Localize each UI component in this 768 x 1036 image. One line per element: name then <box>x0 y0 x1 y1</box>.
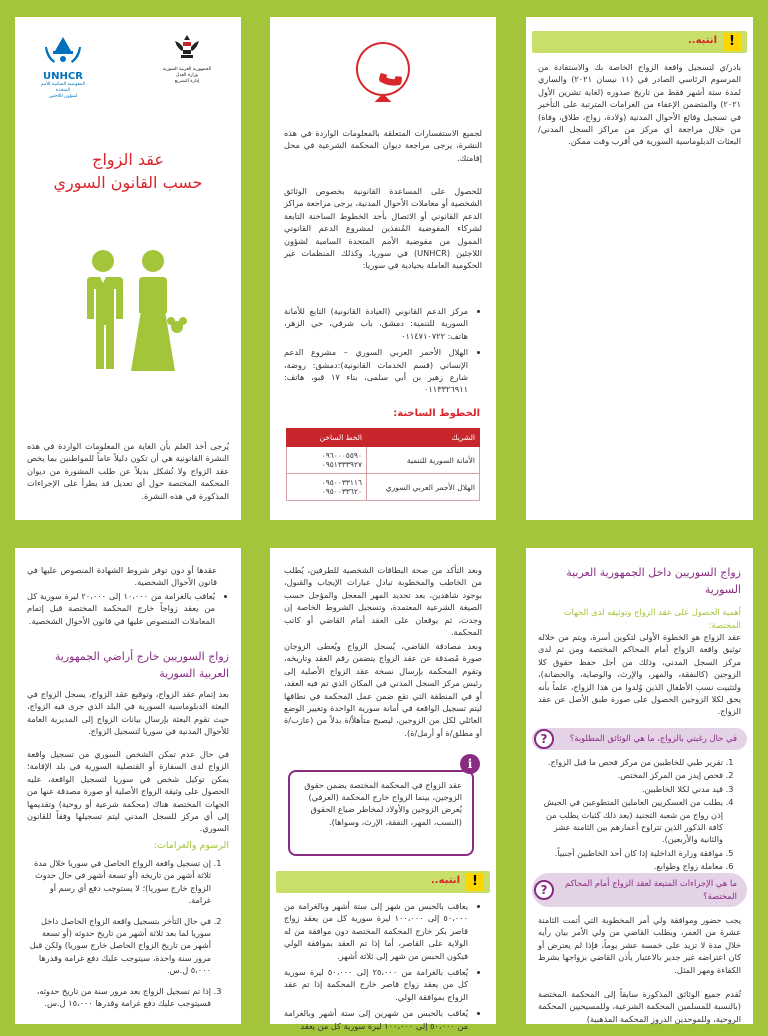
legal-centers-list <box>284 305 482 400</box>
partner-cell: الأمانة السورية للتنمية <box>367 447 480 474</box>
attention-bar <box>532 31 747 53</box>
list-item: 5. موافقة وزارة الداخلية إذا كان أحد الخاطبين أجنبياً. <box>538 847 723 859</box>
hotlines-title: الخطوط الساخنة: <box>393 408 480 419</box>
gov-line2: وزارة العدل <box>176 73 198 78</box>
unhcr-wordmark: UNHCR <box>43 71 83 82</box>
list-item: 2. فحص إيدز من المركز المختص. <box>538 769 723 781</box>
contacts-para: للحصول على المساعدة القانونية بخصوص الوثائق الشخصية أو معاملات الأحوال المدنية، يرجى مراجعة مراكز الدعم القانوني أو الاتصال بأحد الخطوط الساخنة التابعة لشركاء المفوضية المُنفذين لمشروع الدعم القانوني الممول من مفوضية الأمم المتحدة السامية لشؤون اللاجئين (UNHCR) في سوريا، وكذلك المنظمات غير الحكومية العاملة بحيادية في سوريا: <box>284 186 482 271</box>
question-icon: ? <box>534 729 554 749</box>
outside-para1: بعد إتمام عقد الزواج، وتوقيع عقد الزواج، يسجل الزواج في البعثة الدبلوماسية السورية في البلد الذي جرى فيه الزواج، حيث تقوم البعثة بإرسال بيانات الزواج إلى المديرية العامة للأحوال المدنية في سوريا لتسجيل الزواج. <box>27 689 229 737</box>
gov-line3: إدارة التشريع <box>174 79 200 84</box>
outside-top-list <box>27 590 229 631</box>
partner-cell: الهلال الأحمر العربي السوري <box>367 474 480 501</box>
table-row <box>287 447 480 474</box>
question-text: ما هي الإجراءات المتبعة لعقد الزواج أمام المحاكم المختصة؟ <box>564 878 737 901</box>
list-item: 4. يطلب من العسكريين العاملين المتطوعين في الجيش إذن زواج من شعبة التجنيد (يعد ذلك كثبات يطلب من كافة الذكور الذين تتراوح أعمارهم بين الثامنة عشر والثانية والأربعين). <box>538 796 723 846</box>
outside-syria-heading: زواج السوريين خارج أراضي الجمهورية العربية السورية <box>54 650 229 680</box>
attention-bar <box>276 871 490 893</box>
column-header: الخط الساخن <box>287 429 367 447</box>
hotlines-table <box>286 428 480 501</box>
unhcr-emblem-icon <box>43 33 83 67</box>
procedure-para1: وبعد التأكد من صحة البطاقات الشخصية للطرفين، يُطلب من الخاطب والمخطوبة تبادل عبارات الإيجاب والقبول، بوجود شاهدين، بعد تحديد المهر المعجل والمؤجل حسب الصيغة الشرعية المعتمدة، وتسجيل الشروط الخاصة إن وجدت، ثم يوقعان على العقد أمام القاضي أو كاتب المحكمة. <box>284 565 482 638</box>
contacts-intro: لجميع الاستفسارات المتعلقة بالمعلومات الواردة في هذه النشرة، يرجى مراجعة ديوان المحكمة الشرعية في محل إقامتك. <box>284 128 482 163</box>
procedure-para2: وبعد مصادقة القاضي، يُسجل الزواج ويُعطى الزوجان صورة مُصدقة عن عقد الزواج يتضمن رقم العقد وتاريخه، وتقوم المحكمة بإرسال نسخة عقد الزواج الأصلية إلى رئيس مركز السجل المدني في المكان الذي تم فيه العقد، أو في المنطقة التي تقع ضمن عمل المحكمة في نطاقها ليتم تسجيل الواقعة في أمانة سورية الواحدة وتغيير الوضع العائلي لكل من الزوجين، ليصبح متأهلاً/ة بدلاً من (عازب/ة أو مطلق/ة أو أرمل/ة). <box>284 641 482 738</box>
inside-syria-heading: زواج السوريين داخل الجمهورية العربية السورية <box>566 566 741 596</box>
list-item: 2. في حال التأخر بتسجيل واقعة الزواج الحاصل داخل سوريا لما بعد ثلاثة أشهر من تاريخ حدوثه (أو تسعة أشهر من تاريخ الزواج الحاصل خارج سوريا) ولكن قبل مرور سنة واحدة، سيتوجب عليك دفع غرامة وقدرها ٥،٠٠٠ ل.س. <box>27 915 211 977</box>
list-item: • يُعاقب بالغرامة من ١٠،٠٠٠ إلى ٢٠،٠٠٠ ليرة سورية كل من يعقد زواجاً خارج المحكمة المختصة قبل إتمام المعاملات المنصوص عليها في قانون الأحوال الشخصية. <box>27 590 215 627</box>
contacts-panel <box>270 17 496 520</box>
wedding-couple-icon <box>67 247 191 372</box>
list-item: • يُعاقب بالحبس من شهرين إلى ستة أشهر وبالغرامة من ٥٠،٠٠٠ إلى ١٠٠،٠٠٠ ليرة سورية كل من يعقد <box>284 1007 468 1032</box>
column-header: الشريك <box>367 429 480 447</box>
question-bar-documents <box>532 728 747 750</box>
government-logo <box>157 33 217 85</box>
attention-title: انتبه.. <box>687 35 717 46</box>
gov-line1: الجمهورية العربية السورية <box>162 67 212 72</box>
inside-syria-para: عقد الزواج هو الخطوة الأولى لتكوين أسرة، ويتم من خلاله توثيق واقعة الزواج أمام المحاكم المختصة ومن ثم لدى مركز السجل المدني، وذلك من أجل حفظ حقوق كلا الزوجين (كالنفقة، والمهر، والإرث، والوصاية، والحضانة)، ولتثبيت نسب الأطفال الذين وُلدوا من هذا الزواج، علماً بأنه يحق لكلا الزوجين الحصول على صورة طبق الأصل عن عقد الزواج. <box>538 632 741 717</box>
cover-panel <box>15 17 241 520</box>
unhcr-arabic-line1: المفوضية السامية للأمم المتحدة <box>41 82 85 93</box>
unhcr-arabic-line2: لشؤون اللاجئين <box>48 94 78 99</box>
list-item: • مركز الدعم القانوني (العيادة القانونية) التابع للأمانة السورية للتنمية: دمشق، باب شرقي، حي الزهر، هاتف: ٠١١٤٧١٠٧٢٢ <box>284 305 468 342</box>
list-item: • الهلال الأحمر العربي السوري – مشروع الدعم الإنساني (قسم الخدمات القانونية):دمشق: روضة، شارع زهير بن أبي سلمى، بناء ١٧ قبو، هاتف: ٠١١٣٣٢٦٩١١ <box>284 346 468 396</box>
hotline-cell <box>287 447 367 474</box>
list-item: • يُعاقب بالغرامة من ٢٥،٠٠٠ إلى ٥٠،٠٠٠ ليرة سورية كل من يعقد زواج قاصر خارج المحكمة إذا تم عقد الزواج بموافقة الولي. <box>284 966 468 1003</box>
table-row <box>287 474 480 501</box>
question-bar-procedures <box>532 873 747 907</box>
question-icon: ? <box>534 880 554 900</box>
eagle-emblem-icon <box>173 33 201 63</box>
list-item: 1. إن تسجيل واقعة الزواج الحاصل في سوريا خلال مدة ثلاثة أشهر من تاريخه (أو تسعة أشهر في حال حدوث الزواج خارج سوريا)؛ لا يستوجب دفع أي رسم أو غرامة. <box>27 857 211 907</box>
list-item: 3. قيد مدني لكلا الخاطبين. <box>538 783 723 795</box>
cover-title: عقد الزواج <box>92 150 164 169</box>
table-header-row <box>287 429 480 447</box>
fees-list <box>27 857 229 1010</box>
info-box <box>288 770 474 856</box>
procedure-panel <box>270 548 496 1031</box>
outside-para-top: عقدها أو دون توفر شروط الشهادة المنصوص عليها في قانون الأحوال الشخصية. <box>27 565 217 588</box>
list-item: 3. إذا تم تسجيل الزواج بعد مرور سنة من تاريخ حدوثه، فسيتوجب عليك دفع غرامة وقدرها ١٥،٠٠٠ ل.س. <box>27 985 211 1010</box>
hotline-cell <box>287 474 367 501</box>
cover-subtitle: حسب القانون السوري <box>53 173 203 192</box>
info-icon: i <box>460 754 480 774</box>
hotline-number[interactable]: ٠٩٦٠٠٠٥٥٩٠ <box>321 451 362 460</box>
list-item: 6. معاملة زواج وطوابع. <box>538 860 723 872</box>
outside-para2: في حال عدم تمكن الشخص السوري من تسجيل واقعة الزواج لدى السفارة أو القنصلية السورية في بلد الإقامة؛ يمكن توكيل شخص في سوريا لتسجيل الواقعة، عليه الحصول على وثيقة الزواج الأصلية أو صورة مصدقة عنها من الجهات المختصة هناك (محكمة شرعية أو روحية) وتقديمها إلى أي مركز للسجل المدني ليتم تسجيلها وفقاً للقانون السوري. <box>27 749 229 834</box>
unhcr-logo <box>37 33 89 100</box>
procedures-para2: تُقدم جميع الوثائق المذكورة سابقاً إلى المحكمة المختصة (بالنسبة للمسلمين المحكمة الشرعية، وللمسيحيين المحكمة الروحية، وللموحدين الدروز المحكمة المذهبية) <box>538 989 741 1024</box>
question-text: في حال رغبتي بالزواج، ما هي الوثائق المطلوبة؟ <box>569 733 737 743</box>
list-item: • يعاقب بالحبس من شهر إلى ستة أشهر وبالغرامة من ٥٠،٠٠٠ إلى ١٠٠،٠٠٠ ليرة سورية كل من يعقد زواج قاصر بكر خارج المحكمة المختصة دون موافقة من له الولاية على القاصر، أما إذا تم العقد بموافقة الولي فيكون الحبس من شهر إلى ثلاثة أشهر. <box>284 900 468 962</box>
phone-icon <box>354 41 412 103</box>
documents-list <box>538 756 741 874</box>
hotline-number[interactable]: ٠٩٥٠٠٣٣٦٢٠ <box>321 487 362 496</box>
list-item: 1. تقرير طبي للخاطبين من مركز فحص ما قبل الزواج. <box>538 756 723 768</box>
warning-icon: ! <box>466 873 484 891</box>
attention-text: بادر/ي لتسجيل واقعة الزواج الخاصة بك والاستفادة من المرسوم الرئاسي الصادر في (١١ نيسان ٢٠٢١) والساري لمدة ستة أشهر فقط من تاريخ صدوره (لغاية تشرين الأول ٢٠٢١) والمتضمن الإعفاء من الغرامات المترتبة على التأخير في تسجيل وقائع الأحوال المدنية (ولادة، زواج، طلاق، وفاة) من خلال مراجعة أي مركز من مراكز السجل المدني/ البعثات الدبلوماسية السورية في أقرب وقت ممكن. <box>538 62 741 147</box>
outside-syria-panel <box>15 548 241 1024</box>
fees-title: الرسوم والغرامات: <box>153 840 229 851</box>
info-box-text: عقد الزواج في المحكمة المختصة يضمن حقوق الزوجين، بينما الزواج خارج المحكمة (العرفي) يُعرض الزوجين والأولاد لمخاطر ضياع الحقوق (النسب، المهر، النفقة، الإرث، وسواها). <box>304 780 462 827</box>
hotline-number[interactable]: ٠٩٥١٣٣٣٩٢٧ <box>321 460 362 469</box>
inside-syria-subheading: أهمية الحصول على عقد الزواج وتوثيقه لدى الجهات المختصة: <box>563 607 741 630</box>
procedures-para: يجب حضور وموافقة ولي أمر المخطوبة التي أتمت الثامنة عشرة من العمر، ويطلب القاضي من ولي الأمر بيان رأيه خلال مدة لا تزيد على خمسة عشر يوماً، فإذا لم يعترض أو كان اعتراضه غير جدير بالاعتبار يأذن القاضي بزواجها بشرط الكفاءة ومهر المثل. <box>538 915 741 975</box>
hotline-number[interactable]: ٠٩٥٠٠٣٣١١٦ <box>321 478 362 487</box>
inside-syria-panel <box>526 548 753 1024</box>
penalties-list <box>284 900 482 1036</box>
attention-panel <box>526 17 753 520</box>
warning-icon: ! <box>723 33 741 51</box>
attention-title: انتبه.. <box>430 875 460 886</box>
cover-disclaimer: يُرجى أخذ العلم بأن الغاية من المعلومات الواردة في هذه النشرة القانونية هي أن تكون دليلاً عاماً للمواطنين بما يخص عقد الزواج ولا تُشكل بديلاً عن طلب المشورة من ديوان المحكمة المختصة حول أي تعديل قد يطرأ على الإجراءات المذكورة في هذه النشرة. <box>27 441 229 501</box>
